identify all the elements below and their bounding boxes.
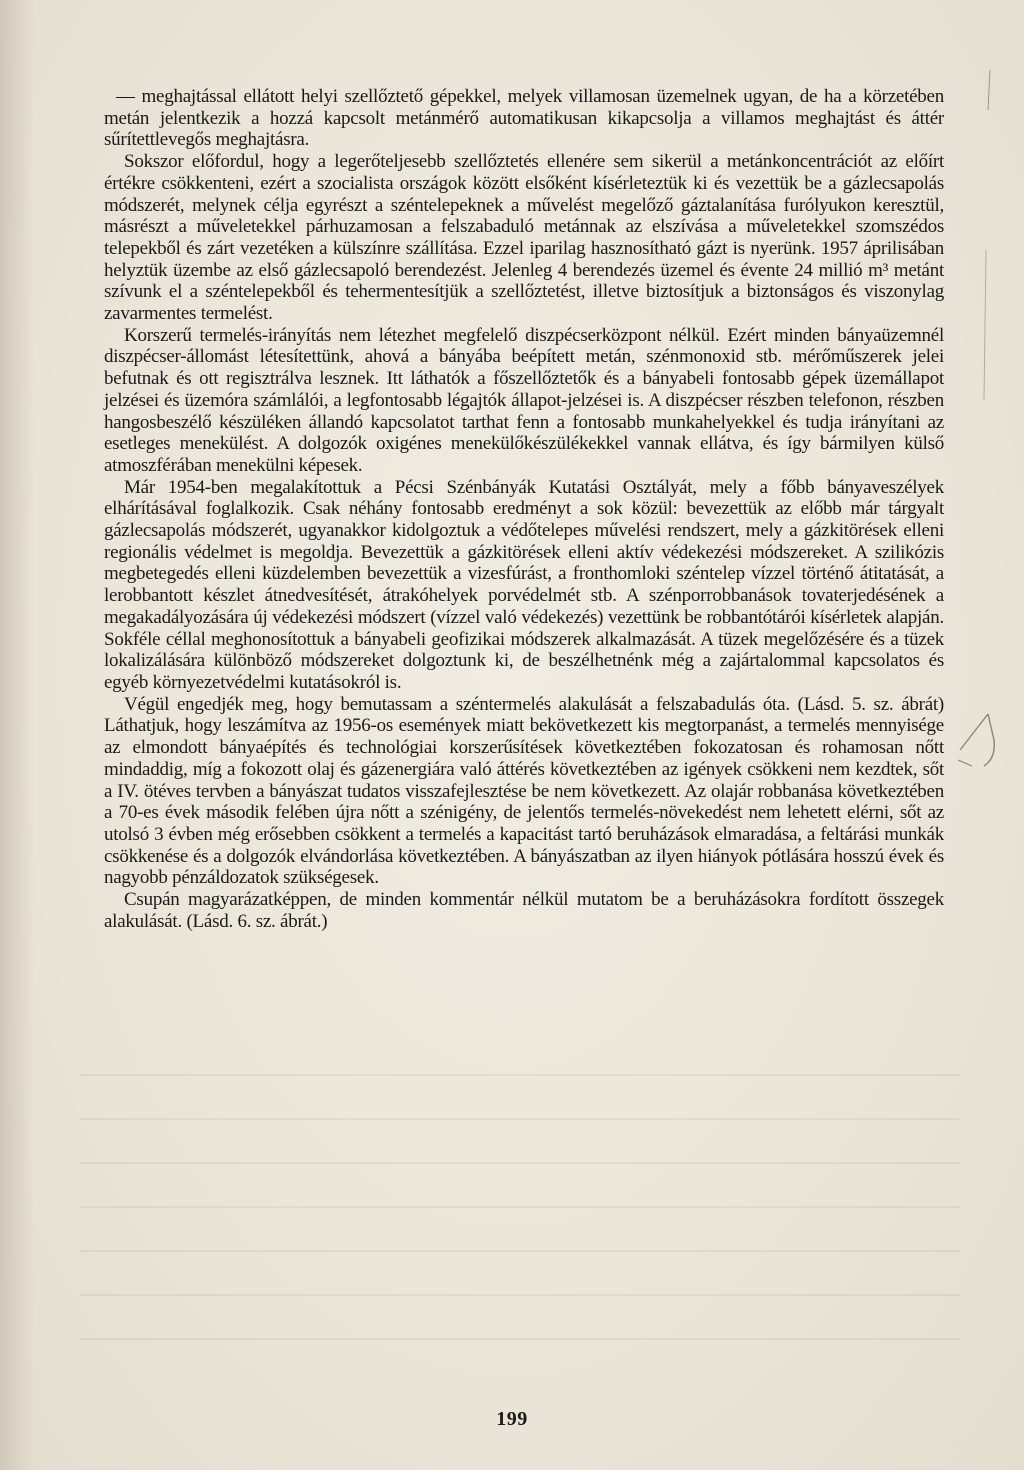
paragraph-5: Végül engedjék meg, hogy bemutassam a széntermelés alakulását a felszabadulás óta. (Lásd. 5. sz. ábrát) Láthatjuk, hogy leszámítva az 1956-os események miatt bekövetkezett kis megtorpanást, a termelés mennyisége az elmondott bányaépítés és technológiai korszerűsítések következtében fokozatosan és rohamosan nőtt mindaddig, míg a fokozott olaj és gázenergiára való áttérés következtében az igények csökkeni nem kezdtek, sőt a IV. ötéves tervben a bányászat tudatos visszafejlesztése be nem következett. Az olajár robbanása következtében a 70-es évek második felében újra nőtt a szénigény, de jelentős termelés-növekedést nem lehetett elérni, sőt az utolsó 3 évben még erősebben csökkent a termelés a kapacitást tartó beruházások elmaradása, a feltárási munkák csökkenése és a dolgozók elvándorlása következtében. A bányászatban az ilyen hiányok pótlására hosszú évek és nagyobb pénzáldozatok szükségesek. [104, 693, 944, 889]
paragraph-3: Korszerű termelés-irányítás nem létezhet megfelelő diszpécserközpont nélkül. Ezért minden bányaüzemnél diszpécser-állomást létesítettünk, ahová a bányába beépített metán, szénmonoxid stb. mérőműszerek jelei befutnak és ott regisztrálva lesznek. Itt láthatók a főszellőztetők és a bányabeli fontosabb gépek üzemállapot jelzései és üzemóra számlálói, a legfontosabb légajtók állapot-jelzései is. A diszpécser részben telefonon, részben hangosbeszélő készüléken állandó kapcsolatot tarthat fenn a fontosabb munkahelyekkel és tudja irányítani az esetleges menekülést. A dolgozók oxigénes menekülőkészülékekkel vannak ellátva, és így bármilyen külső atmoszférában menekülni képesek. [104, 324, 944, 476]
paragraph-2: Sokszor előfordul, hogy a legerőteljesebb szellőztetés ellenére sem sikerül a metánkoncentrációt az előírt értékre csökkenteni, ezért a szocialista országok között elsőként kísérleteztük ki és vezettük be a gázlecsapolás módszerét, melynek célja egyrészt a széntelepeknek a művelést megelőző gáztalanítása furólyukon keresztül, másrészt a műveletekkel párhuzamosan a felszabaduló metánnak az elszívása a műveletekkel szomszédos telepekből és zárt vezetéken a külszínre szállítása. Ezzel iparilag hasznosítható gázt is nyerünk. 1957 áprilisában helyztük üzembe az első gázlecsapoló berendezést. Jelenleg 4 berendezés üzemel és évente 24 millió m³ metánt szívunk el a széntelepekből és tehermentesítjük a szellőztetést, illetve biztosítjuk a biztonságos és viszonylag zavarmentes termelést. [104, 151, 944, 325]
paragraph-1: — meghajtással ellátott helyi szellőztető gépekkel, melyek villamosan üzemelnek ugyan, de ha a körzetében metán jelentkezik a hozzá kapcsolt metánmérő automatikusan kikapcsolja a villamos meghajtást és áttér sűrítettlevegős meghajtásra. [104, 86, 944, 151]
paragraph-4: Már 1954-ben megalakítottuk a Pécsi Szénbányák Kutatási Osztályát, mely a főbb bányaveszélyek elhárításával foglalkozik. Csak néhány fontosabb eredményt a sok közül: bevezettük az előbb már tárgyalt gázlecsapolás módszerét, ugyanakkor kidolgoztuk a védőtelepes művelési rendszert, mely a gázkitörések elleni regionális védelmet is megoldja. Bevezettük a gázkitörések elleni aktív védekezési módszereket. A szilikózis megbetegedés elleni küzdelemben bevezettük a vizesfúrást, a fronthomloki széntelep vízzel történő átitatását, a lerobbantott készlet átnedvesítését, átrakóhelyek porvédelmét stb. A szénporrobbanások tovaterjedésének a megakadályozására új védekezési módszert (vízzel való védekezés) vezettünk be robbantótárói kísérletek alapján. Sokféle céllal meghonosítottuk a bányabeli geofizikai módszerek alkalmazását. A tüzek megelőzésére és a tüzek lokalizálására különböző módszereket dolgoztunk ki, de beszélhetnénk még a zajártalommal kapcsolatos és egyéb környezetvédelmi kutatásokról is. [104, 476, 944, 693]
paragraph-6: Csupán magyarázatképpen, de minden kommentár nélkül mutatom be a beruházásokra fordított összegek alakulását. (Lásd. 6. sz. ábrát.) [104, 889, 944, 932]
show-through-text [80, 1060, 960, 1360]
page-number: 199 [496, 1408, 528, 1430]
page-edge-shadow [0, 0, 34, 1470]
margin-pencil-mark [948, 700, 1008, 790]
margin-vertical-line [980, 70, 1000, 410]
body-text [104, 86, 944, 932]
